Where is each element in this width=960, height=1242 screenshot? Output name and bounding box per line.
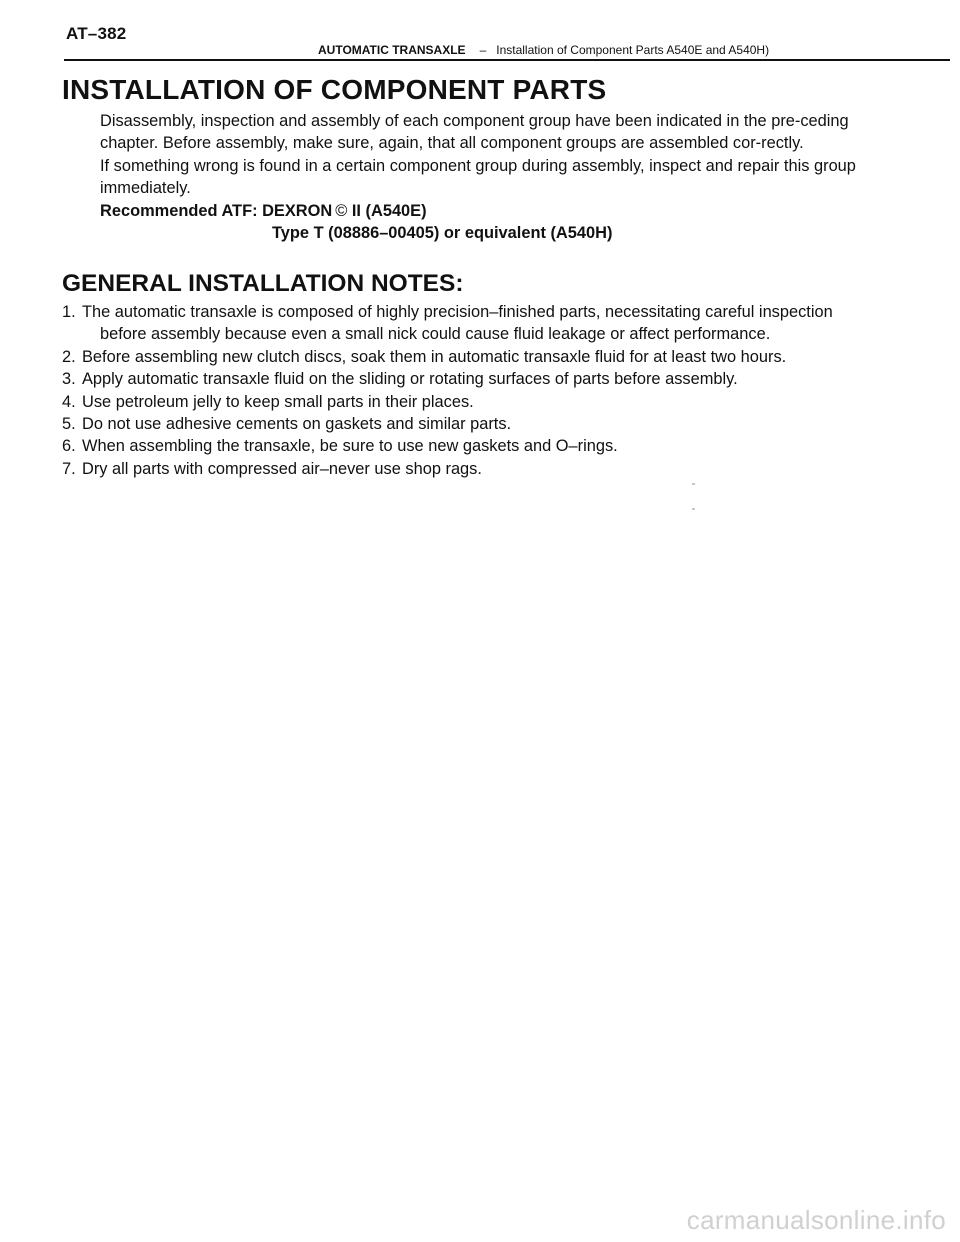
list-item: [62, 391, 882, 413]
recommended-atf-line: [100, 200, 880, 222]
atf-value: II (A540E): [347, 201, 427, 220]
list-item: [62, 435, 882, 457]
list-text: Dry all parts with compressed air–never use shop rags.: [82, 459, 482, 478]
intro-paragraph: Disassembly, inspection and assembly of each component group have been indicated in the pre-ceding chapter. Before assembly, make sure, again, that all component groups are assembled cor-rectly.: [100, 112, 849, 153]
section-separator: –: [479, 43, 487, 57]
scan-artifact: [692, 483, 695, 485]
list-number: 2.: [62, 347, 76, 366]
scan-artifact: [692, 508, 695, 510]
section-header: [318, 43, 769, 57]
intro-paragraph: If something wrong is found in a certain component group during assembly, inspect and repair this group immediately.: [100, 156, 856, 198]
section-title: AUTOMATIC TRANSAXLE: [318, 43, 466, 57]
list-text: Do not use adhesive cements on gaskets and similar parts.: [82, 415, 512, 434]
recommended-atf-line: Type T (08886–00405) or equivalent (A540H): [272, 224, 613, 243]
list-text: When assembling the transaxle, be sure to use new gaskets and O–rings.: [82, 437, 618, 456]
header-rule: [64, 59, 950, 61]
list-item: [62, 301, 882, 346]
list-number: 5.: [62, 415, 76, 434]
list-item: [62, 346, 882, 368]
list-number: 4.: [62, 392, 76, 411]
intro-block: [100, 110, 880, 244]
list-number: 7.: [62, 459, 76, 478]
section-subtitle: Installation of Component Parts A540E and A540H): [496, 43, 770, 57]
list-text: Use petroleum jelly to keep small parts in their places.: [82, 392, 474, 411]
page-title: INSTALLATION OF COMPONENT PARTS: [62, 74, 607, 105]
list-text: The automatic transaxle is composed of highly precision–finished parts, necessitating careful inspection before assembly because even a small nick could cause fluid leakage or affect performance.: [82, 303, 833, 344]
page-number: AT–382: [66, 24, 127, 43]
list-text: Apply automatic transaxle fluid on the sliding or rotating surfaces of parts before assembly.: [82, 370, 738, 389]
list-number: 6.: [62, 437, 76, 456]
notes-heading: GENERAL INSTALLATION NOTES:: [62, 270, 464, 297]
list-number: 3.: [62, 370, 76, 389]
list-text: Before assembling new clutch discs, soak them in automatic transaxle fluid for at least two hours.: [82, 347, 787, 366]
list-number: 1.: [62, 303, 76, 321]
list-item: [62, 413, 882, 435]
notes-list: [62, 301, 882, 480]
trademark-symbol: ©: [335, 201, 348, 220]
list-item: [62, 458, 882, 480]
watermark-text: carmanualsonline.info: [686, 1205, 946, 1235]
list-item: [62, 368, 882, 390]
atf-label: Recommended ATF: DEXRON: [100, 201, 333, 220]
